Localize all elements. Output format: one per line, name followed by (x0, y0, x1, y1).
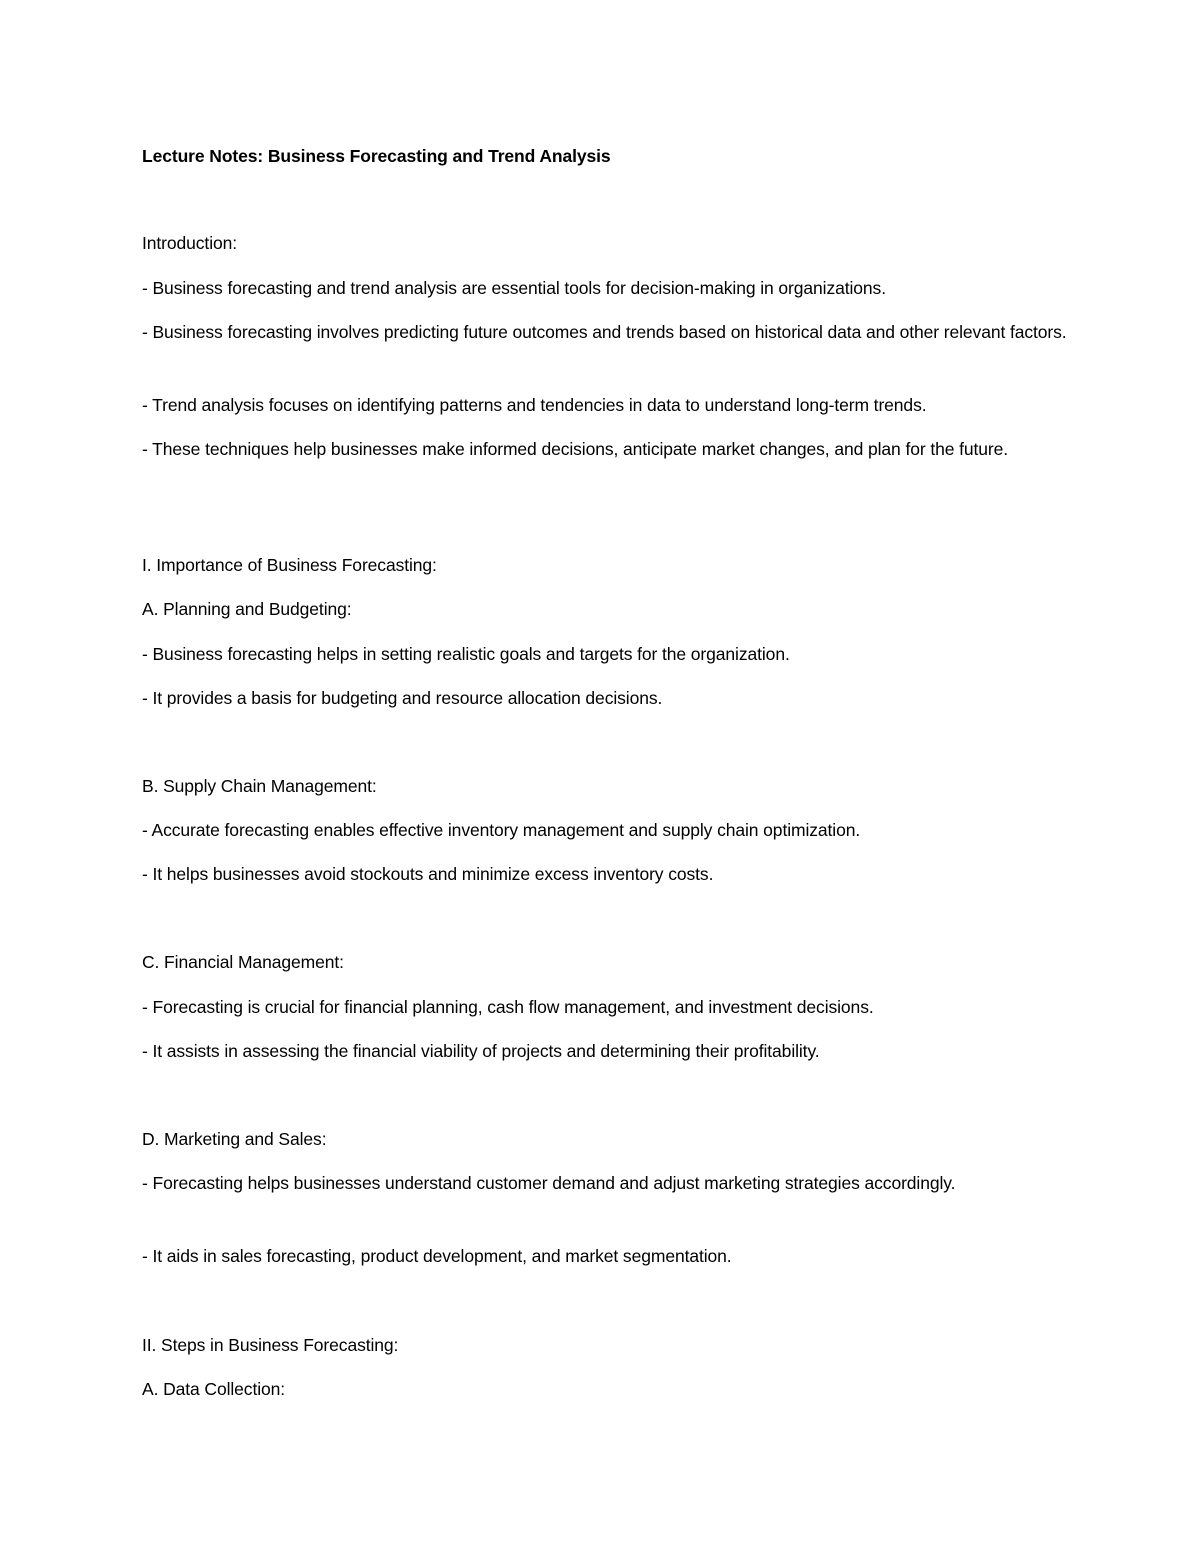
introduction-item-1: - Business forecasting and trend analysis are essential tools for decision-making in organizations. (142, 278, 886, 298)
section-1a-item-1: - Business forecasting helps in setting realistic goals and targets for the organization. (142, 644, 790, 664)
section-1c-item-1: - Forecasting is crucial for financial planning, cash flow management, and investment decisions. (142, 997, 874, 1017)
section-1d-item-2: - It aids in sales forecasting, product development, and market segmentation. (142, 1246, 732, 1266)
introduction-item-2: - Business forecasting involves predicting future outcomes and trends based on historical data and other relevant factors. (142, 322, 1067, 342)
section-1a-heading: A. Planning and Budgeting: (142, 599, 352, 619)
section-2a-heading: A. Data Collection: (142, 1379, 286, 1399)
document-title: Lecture Notes: Business Forecasting and Trend Analysis (142, 146, 611, 166)
introduction-item-4: - These techniques help businesses make informed decisions, anticipate market changes, and plan for the future. (142, 439, 1009, 459)
section-1d-item-1: - Forecasting helps businesses understand customer demand and adjust marketing strategies accordingly. (142, 1173, 956, 1193)
section-1-heading: I. Importance of Business Forecasting: (142, 555, 437, 575)
section-1a-item-2: - It provides a basis for budgeting and resource allocation decisions. (142, 688, 663, 708)
section-1b-heading: B. Supply Chain Management: (142, 776, 377, 796)
section-1c-heading: C. Financial Management: (142, 952, 344, 972)
introduction-item-3: - Trend analysis focuses on identifying patterns and tendencies in data to understand long-term trends. (142, 395, 927, 415)
section-1b-item-1: - Accurate forecasting enables effective inventory management and supply chain optimization. (142, 820, 861, 840)
section-1b-item-2: - It helps businesses avoid stockouts and minimize excess inventory costs. (142, 864, 714, 884)
section-1d-heading: D. Marketing and Sales: (142, 1129, 327, 1149)
section-1c-item-2: - It assists in assessing the financial viability of projects and determining their profitability. (142, 1041, 820, 1061)
section-2-heading: II. Steps in Business Forecasting: (142, 1335, 399, 1355)
introduction-heading: Introduction: (142, 233, 238, 253)
